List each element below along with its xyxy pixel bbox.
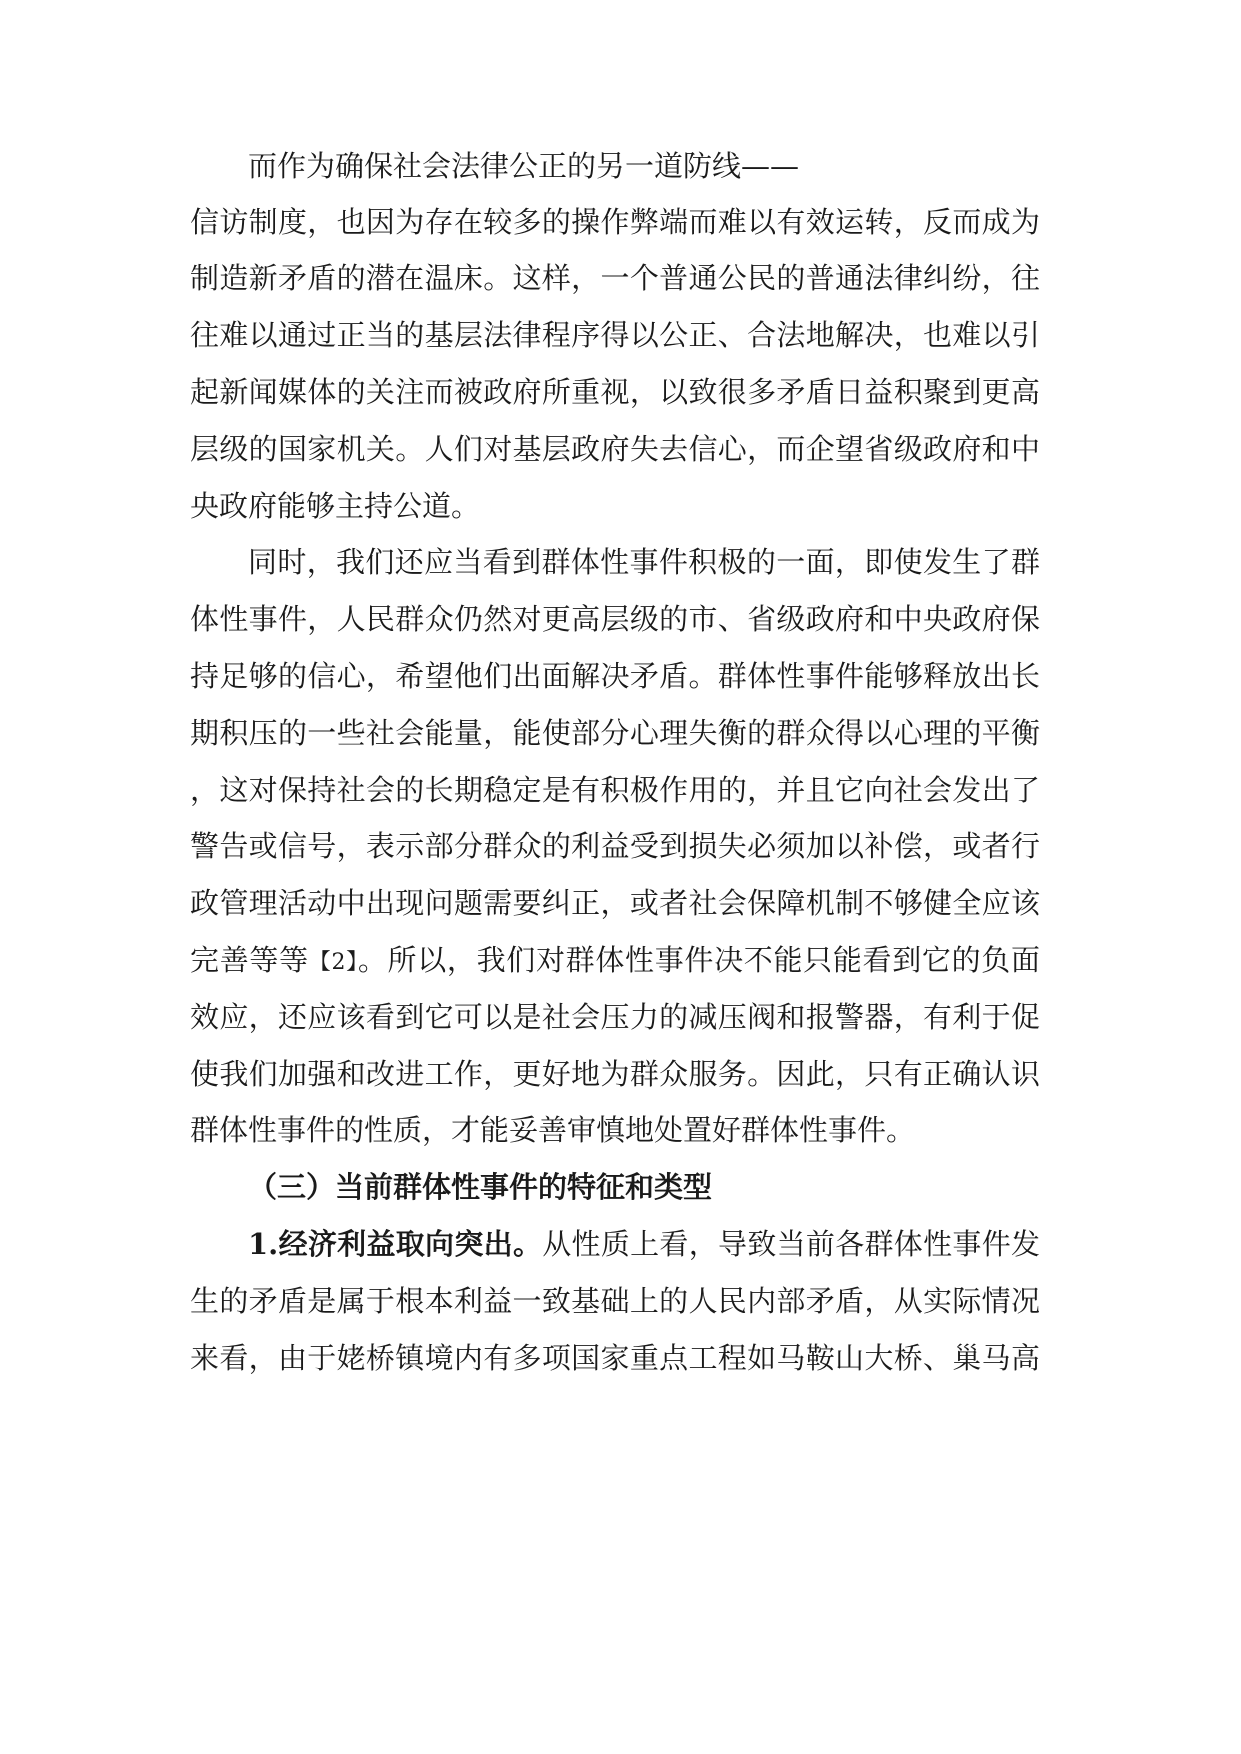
citation-marker: 【2】 [308, 950, 358, 975]
paragraph-line: 往难以通过正当的基层法律程序得以公正、合法地解决，也难以引 [190, 318, 1040, 352]
paragraph-line: ，这对保持社会的长期稳定是有积极作用的，并且它向社会发出了 [190, 773, 1040, 807]
paragraph-line: 期积压的一些社会能量，能使部分心理失衡的群众得以心理的平衡 [190, 716, 1040, 750]
paragraph-line: 来看，由于姥桥镇境内有多项国家重点工程如马鞍山大桥、巢马高 [190, 1341, 1040, 1375]
text-segment: 完善等等 [190, 943, 309, 977]
paragraph-line: 层级的国家机关。人们对基层政府失去信心，而企望省级政府和中 [190, 432, 1040, 466]
paragraph-line: 同时，我们还应当看到群体性事件积极的一面，即使发生了群 [248, 545, 1040, 579]
paragraph-line: 警告或信号，表示部分群众的利益受到损失必须加以补偿，或者行 [190, 829, 1040, 863]
paragraph-line: 制造新矛盾的潜在温床。这样，一个普通公民的普通法律纠纷，往 [190, 261, 1040, 295]
paragraph-line: 群体性事件的性质，才能妥善审慎地处置好群体性事件。 [190, 1113, 916, 1147]
paragraph-line: 效应，还应该看到它可以是社会压力的减压阀和报警器，有利于促 [190, 1000, 1040, 1034]
paragraph-line: 生的矛盾是属于根本利益一致基础上的人民内部矛盾，从实际情况 [190, 1284, 1040, 1318]
paragraph-line: 而作为确保社会法律公正的另一道防线—— [248, 149, 800, 183]
paragraph-line: 政管理活动中出现问题需要纠正，或者社会保障机制不够健全应该 [190, 886, 1040, 920]
paragraph-line: 体性事件，人民群众仍然对更高层级的市、省级政府和中央政府保 [190, 602, 1040, 636]
paragraph-line: 央政府能够主持公道。 [190, 489, 481, 523]
text-segment: 。所以，我们对群体性事件决不能只能看到它的负面 [357, 943, 1040, 977]
point-first-line [248, 1224, 1040, 1264]
paragraph-line: 信访制度，也因为存在较多的操作弊端而难以有效运转，反而成为 [190, 205, 1040, 239]
paragraph-line: 起新闻媒体的关注而被政府所重视，以致很多矛盾日益积聚到更高 [190, 375, 1040, 409]
point-title: 1.经济利益取向突出。 [248, 1227, 543, 1261]
paragraph-line: 使我们加强和改进工作，更好地为群众服务。因此，只有正确认识 [190, 1057, 1040, 1091]
paragraph-line-with-citation [190, 940, 1040, 980]
text-segment: 从性质上看，导致当前各群体性事件发 [542, 1227, 1040, 1261]
section-heading: （三）当前群体性事件的特征和类型 [248, 1170, 713, 1204]
paragraph-line: 持足够的信心，希望他们出面解决矛盾。群体性事件能够释放出长 [190, 659, 1040, 693]
